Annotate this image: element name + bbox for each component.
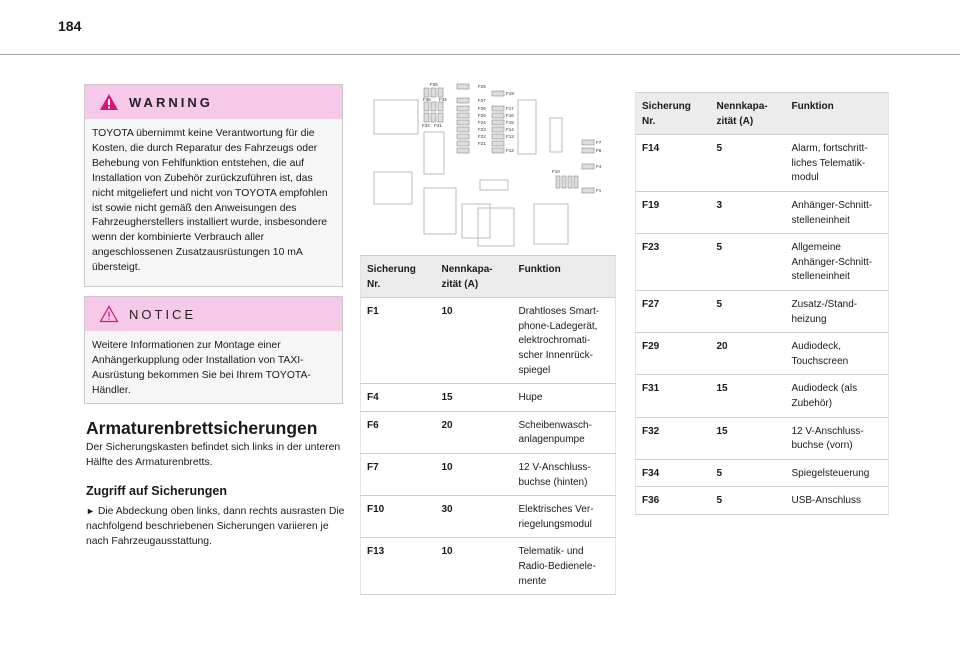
fuse-number-cell: F14 (636, 135, 711, 192)
fuse-function-cell: Anhänger-Schnitt-stelleneinheit (786, 191, 889, 233)
header-rating: Nennkapa-zität (A) (436, 256, 513, 298)
warning-header (85, 85, 342, 119)
fuse-function-cell: Alarm, fortschritt-liches Telematik-modul (786, 135, 889, 192)
table-row (636, 487, 889, 515)
fuse-rating-cell: 10 (436, 538, 513, 595)
fuse-label-f25: F25 (478, 113, 486, 118)
fuse-number-cell: F29 (636, 333, 711, 375)
fuse-number-cell: F7 (361, 453, 436, 495)
fuse-number-cell: F4 (361, 384, 436, 412)
section-intro: Der Sicherungskasten befindet sich links in der unteren Hälfte des Armaturenbretts. (86, 442, 341, 468)
fuse-table-right-body (636, 135, 889, 515)
subsection-title: Zugriff auf Sicherungen (86, 484, 227, 498)
fuse-label-f16: F16 (506, 113, 514, 118)
table-row (361, 496, 616, 538)
fuse-label-f15: F15 (506, 120, 514, 125)
fuse-function-cell: Allgemeine Anhänger-Schnitt-stelleneinheit (786, 234, 889, 291)
fuse-number-cell: F31 (636, 375, 711, 417)
fuse-table-left (360, 255, 616, 595)
table-row (636, 290, 889, 332)
bullet-arrow-icon: ► (86, 506, 95, 516)
fuse-rating-cell: 3 (711, 191, 786, 233)
fuse-table-left-body (361, 298, 616, 595)
fuse-label-f34: F34 (439, 97, 447, 102)
fuse-function-cell: Audiodeck, Touchscreen (786, 333, 889, 375)
fuse-number-cell: F34 (636, 459, 711, 487)
fuse-function-cell: Hupe (513, 384, 616, 412)
fuse-rating-cell: 5 (711, 459, 786, 487)
fuse-function-cell: Zusatz-/Stand-heizung (786, 290, 889, 332)
fuse-function-cell: Spiegelsteuerung (786, 459, 889, 487)
fuse-function-cell: USB-Anschluss (786, 487, 889, 515)
fuse-label-f36: F36 (423, 97, 431, 102)
fuse-box-diagram (368, 80, 608, 250)
fuse-number-cell: F19 (636, 191, 711, 233)
warning-title: WARNING (129, 94, 213, 110)
fuse-rating-cell: 15 (711, 417, 786, 459)
fuse-number-cell: F13 (361, 538, 436, 595)
fuse-number-cell: F23 (636, 234, 711, 291)
header-rating: Nennkapa-zität (A) (711, 93, 786, 135)
fuse-label-f1: F1 (596, 188, 602, 193)
fuse-table-right (635, 92, 889, 515)
fuse-label-f6: F6 (596, 148, 602, 153)
fuse-label-f19: F19 (506, 91, 514, 96)
fuse-label-f31: F31 (434, 123, 442, 128)
table-row (636, 234, 889, 291)
table-row (636, 191, 889, 233)
subsection-text (86, 504, 348, 550)
fuse-rating-cell: 20 (436, 411, 513, 453)
subsection-body: Die Abdeckung oben links, dann rechts ausrasten Die nachfolgend beschriebenen Sicherungen variieren je nach Fahrzeugausstattung. (86, 506, 345, 547)
table-row (636, 459, 889, 487)
fuse-label-f26: F26 (478, 106, 486, 111)
fuse-label-f24: F24 (478, 120, 486, 125)
fuse-rating-cell: 30 (436, 496, 513, 538)
fuse-function-cell: 12 V-Anschluss-buchse (hinten) (513, 453, 616, 495)
table-row (636, 135, 889, 192)
fuse-rating-cell: 5 (711, 135, 786, 192)
fuse-label-f35: F35 (430, 82, 438, 87)
notice-triangle-icon (99, 305, 119, 323)
fuse-label-f22: F22 (478, 134, 486, 139)
table-header-row (361, 256, 616, 298)
fuse-label-f32: F32 (422, 123, 430, 128)
fuse-function-cell: Audiodeck (als Zubehör) (786, 375, 889, 417)
fuse-label-f4: F4 (596, 164, 602, 169)
fuse-function-cell: Elektrisches Ver-riegelungsmodul (513, 496, 616, 538)
fuse-function-cell: Telematik- und Radio-Bedienele-mente (513, 538, 616, 595)
table-header-row (636, 93, 889, 135)
header-function: Funktion (513, 256, 616, 298)
table-row (361, 411, 616, 453)
fuse-number-cell: F1 (361, 298, 436, 384)
fuse-number-cell: F6 (361, 411, 436, 453)
warning-callout (84, 84, 343, 287)
fuse-rating-cell: 5 (711, 234, 786, 291)
fuse-label-f17: F17 (506, 106, 514, 111)
header-rule (0, 54, 960, 55)
fuse-label-f21: F21 (478, 141, 486, 146)
fuse-label-f13: F13 (506, 134, 514, 139)
fuse-label-f29: F29 (478, 84, 486, 89)
fuse-rating-cell: 15 (436, 384, 513, 412)
fuse-label-f14: F14 (506, 127, 514, 132)
fuse-function-cell: 12 V-Anschluss-buchse (vorn) (786, 417, 889, 459)
notice-title: NOTICE (129, 306, 197, 322)
table-row (361, 453, 616, 495)
page-number: 184 (58, 18, 82, 34)
fuse-number-cell: F36 (636, 487, 711, 515)
notice-text: Weitere Informationen zur Montage einer Anhängerkupplung oder Installation von TAXI-Ausrüstung bekommen Sie bei Ihrem TOYOTA-Händler. (92, 340, 311, 396)
fuse-label-f23: F23 (478, 127, 486, 132)
fuse-rating-cell: 10 (436, 453, 513, 495)
table-row (636, 333, 889, 375)
notice-header (85, 297, 342, 331)
fuse-number-cell: F27 (636, 290, 711, 332)
notice-callout (84, 296, 343, 404)
fuse-label-f12: F12 (506, 148, 514, 153)
table-row (636, 417, 889, 459)
header-fuse-nr: Sicherung Nr. (636, 93, 711, 135)
fuse-label-f27: F27 (478, 98, 486, 103)
fuse-rating-cell: 10 (436, 298, 513, 384)
table-row (361, 298, 616, 384)
fuse-number-cell: F32 (636, 417, 711, 459)
table-row (361, 384, 616, 412)
fuse-function-cell: Scheibenwasch-anlagenpumpe (513, 411, 616, 453)
section-title: Armaturenbrettsicherungen (86, 418, 318, 438)
header-fuse-nr: Sicherung Nr. (361, 256, 436, 298)
fuse-rating-cell: 5 (711, 487, 786, 515)
fuse-rating-cell: 20 (711, 333, 786, 375)
fuse-number-cell: F10 (361, 496, 436, 538)
table-row (636, 375, 889, 417)
fuse-rating-cell: 5 (711, 290, 786, 332)
fuse-label-f7: F7 (596, 140, 602, 145)
fuse-label-f10: F10 (552, 169, 560, 174)
table-row (361, 538, 616, 595)
header-function: Funktion (786, 93, 889, 135)
fuse-function-cell: Drahtloses Smart-phone-Ladegerät, elektrochromati-scher Innenrück-spiegel (513, 298, 616, 384)
warning-triangle-icon (99, 93, 119, 111)
warning-text: TOYOTA übernimmt keine Verantwortung für die Kosten, die durch Reparatur des Fahrzeugs oder Behebung von Fehlfunktion entstehen, die auf Installation von Zubehör zurückzuführen ist, das nicht mitgeliefert und nicht von TOYOTA empfohlen ist sowie nicht gemäß den Anweisungen des Fahrzeugherstellers installiert wurde, insbesondere wenn der kombinierte Verbrauch aller angeschlossenen Zusatzausrüstungen 10 mA übersteigt. (92, 128, 328, 274)
fuse-rating-cell: 15 (711, 375, 786, 417)
